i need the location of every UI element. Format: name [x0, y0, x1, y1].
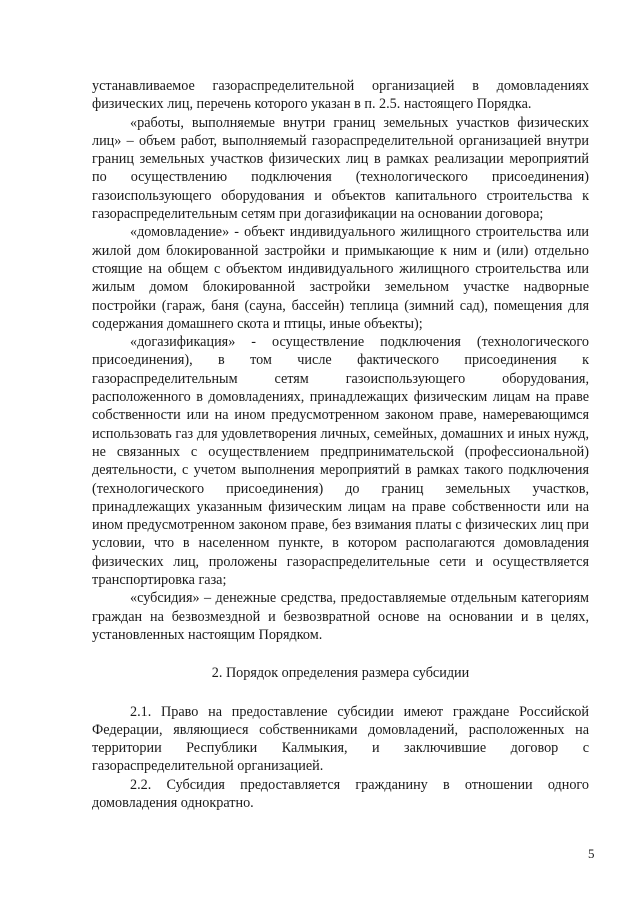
definition-subsidy-paragraph: «субсидия» – денежные средства, предоставляемые отдельным категориям граждан на безвозмездной и безвозвратной основе на основании и в целях, установленных настоящим Порядком.	[92, 590, 589, 643]
definition-household-paragraph: «домовладение» - объект индивидуального жилищного строительства или жилой дом блокированной застройки и примыкающие к ним и (или) отдельно стоящие на общем с объектом индивидуального жилищного строительства или жилым домом блокированной застройки земельном участке надворные постройки (гараж, баня (сауна, бассейн) теплица (зимний сад), помещения для содержания домашнего скота и птицы, иные объекты);	[92, 224, 589, 332]
paragraph-continuation: устанавливаемое газораспределительной организацией в домовладениях физических лиц, перечень которого указан в п. 2.5. настоящего Порядка.	[92, 78, 589, 113]
section-paragraph-2-2: 2.2. Субсидия предоставляется гражданину в отношении одного домовладения однократно.	[92, 776, 589, 811]
definition-works-paragraph: «работы, выполняемые внутри границ земельных участков физических лиц» – объем работ, выполняемый газораспределительной организацией внутри границ земельных участков физических лиц в рамках реализации мероприятий по осуществлению подключения (технологического присоединения) газоиспользующего оборудования и объектов капитального строительства к газораспределительным сетям при догазификации на основании договора;	[92, 114, 589, 223]
definition-gasification-paragraph: «догазификация» - осуществление подключения (технологического присоединения), в том числе фактического присоединения к газораспределительным сетям газоиспользующего оборудования, расположенного в домовладениях, принадлежащих физическим лицам на праве собственности или на ином предусмотренном законом праве, намеревающимся использовать газ для удовлетворения личных, семейных, домашних и иных нужд, не связанных с осуществлением предпринимательской (профессиональной) деятельности, с учетом выполнения мероприятий в рамках такого подключения (технологического присоединения) до границ земельных участков, принадлежащих указанным физическим лицам на праве собственности или на ином предусмотренном законом праве, без взимания платы с физических лиц при условии, что в населенном пункте, в котором располагаются домовладения физических лиц, проложены газораспределительные сети и осуществляется транспортировка газа;	[92, 334, 589, 589]
page-number: 5	[588, 846, 595, 861]
section-paragraph-2-1: 2.1. Право на предоставление субсидии имеют граждане Российской Федерации, являющиеся собственниками домовладений, расположенных на территории Республики Калмыкия, и заключившие договор с газораспределительной организацией.	[92, 703, 589, 775]
document-body	[92, 77, 589, 812]
section-heading: 2. Порядок определения размера субсидии	[211, 665, 470, 682]
